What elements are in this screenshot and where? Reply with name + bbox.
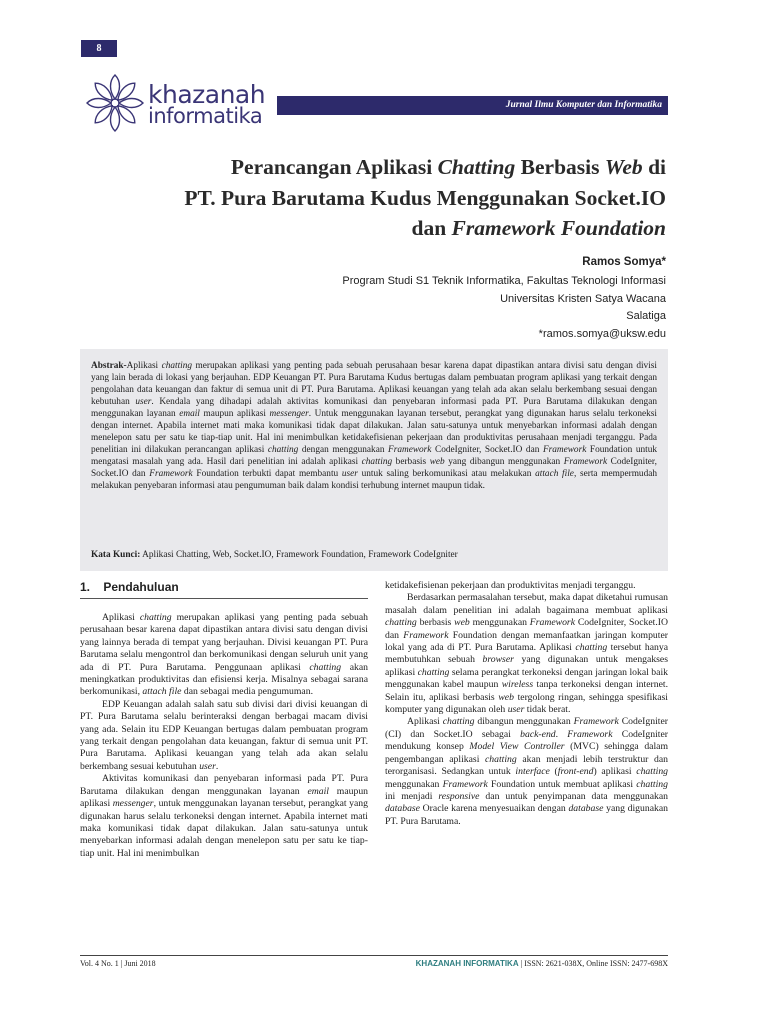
text-run: attach file [142,686,182,698]
text-run: dibangun menggunakan [474,716,574,728]
text-run: database [385,803,420,815]
text-run: yang digunakan PT. Pura Barutama. [385,803,669,827]
text-run: chatting [636,766,669,778]
text-run: selama perangkat terkoneksi dengan jaringan lokal baik menggunakan kabel maupun [385,666,668,691]
text-run: Framework [529,617,575,629]
abstract-run: messenger [269,409,309,420]
text-run: EDP Keuangan adalah salah satu sub divisi dari divisi keuangan di PT. Pura Barutama selalu berinteraksi dengan berbagai macam divisi yang ada. Selain itu EDP Keuangan bertugas dalam pembuatan program yang terkait dengan pengolahan data keuangan, faktur di semua unit PT. Pura Barutama. Aplikasi keuangan yang telah ada akan selalu berkembang sesuai kebutuhan [80,698,368,772]
text-run: , untuk menggunakan layanan tersebut, perangkat yang digunakan harus selalu terkoneksi dengan internet. Apabila internet mati maka komunikasi tidak dapat dilakukan. Jalan satu-satunya untuk menyebarkan informasi adalah dengan menelepon satu per satu ke tiap-tiap unit. Hal ini menimbulkan [80,798,368,859]
section-title: Pendahuluan [103,580,179,594]
text-run: CodeIgniter mendukung konsep [385,728,669,753]
text-run: Foundation dengan memanfaatkan jaringan komputer lokal yang ada di PT. Pura Barutama. Aplikasi [385,629,668,654]
abstract-run: Framework [149,469,193,480]
footer-divider [80,955,668,956]
logo-wordmark-informatika: informatika [148,104,263,128]
abstract-run: , serta mempermudah melakukan penyebaran informasi atau pengumuman baik dalam kondisi terhubung internet maupun tidak. [91,469,657,492]
section-number: 1. [80,580,91,594]
text-run: menggunakan [469,617,530,629]
abstract-run: berbasis [392,457,430,468]
text-run: CodeIgniter (CI) dan Socket.IO sebagai [385,716,668,740]
text-run: Berdasarkan permasalahan tersebut, maka dapat diketahui rumusan masalah dalam penelitian ini adalah bagaimana membuat aplikasi [385,592,668,616]
title-text: PT. Pura Barutama Kudus Menggunakan Socket.IO [184,185,666,210]
paragraph [80,612,368,699]
text-run: tidak berat. [524,704,571,716]
text-run: ( [549,766,558,778]
affiliation-line: Program Studi S1 Teknik Informatika, Fakultas Teknologi Informasi [342,275,666,287]
footer-journal-info [416,959,668,968]
abstract-run: chatting [361,457,393,468]
journal-name-bar: Jurnal Ilmu Komputer dan Informatika [277,96,668,115]
title-text: di [642,155,666,179]
mandala-logo-icon [84,72,146,134]
text-run: Foundation untuk membuat aplikasi [487,778,637,790]
text-run: chatting [442,716,475,728]
text-run: Framework [573,716,619,728]
abstract-run: user [341,469,358,480]
right-column [385,580,668,828]
abstract-run: Aplikasi [126,361,162,371]
journal-logo [84,72,274,134]
text-run: wireless [501,679,534,691]
author-affiliation [246,273,666,343]
text-run: ) aplikasi [593,766,637,778]
abstract-run: . Untuk menggunakan layanan tersebut, perangkat yang digunakan harus selalu terkoneksi dengan internet. Apabila internet mati maka komunikasi tidak dapat dilakukan. Jalan satu-satunya untuk menyebarkan informasi adalah dengan menelepon satu per satu ke tiap-tiap unit. Hal ini menimbulkan ketidakefisienan pekerjaan dan produktivitas perusahaan menjadi terganggu. Pada penelitian ini dilakukan perancangan aplikasi [91,409,657,456]
abstract-run: CodeIgniter, Socket.IO dan [431,445,543,456]
logo-wordmark-khazanah: khazanah [148,80,266,109]
text-run: Framework [442,778,488,790]
keywords-label: Kata Kunci: [91,550,141,560]
paragraph [385,592,668,716]
text-run: Aplikasi [407,716,443,728]
section-heading [80,580,179,594]
text-run: akan menjadi lebih terstruktur dan terorganisasi. Sedangkan untuk [385,753,668,778]
text-run: Aplikasi [102,612,140,623]
abstract-run: Framework [542,445,587,456]
abstract-run: Framework [388,445,432,456]
title-text: Berbasis [515,155,605,179]
text-run: (MVC) sehingga dalam pengembangan aplikasi [385,741,668,765]
title-text: Perancangan Aplikasi [230,155,438,179]
text-run: Framework [403,629,449,641]
footer-brand: KHAZANAH INFORMATIKA [415,959,519,968]
abstract-run: web [429,457,445,468]
title-text: Chatting [437,155,516,179]
text-run: messenger [112,798,154,810]
abstract-run: CodeIgniter, Socket.IO dan [91,457,657,480]
text-run: ini menjadi [385,790,439,802]
paragraph [80,773,368,860]
text-run: Oracle karena menyesuaikan dengan [419,803,569,815]
text-run: database [568,803,604,815]
text-run: Model View Controller [469,741,565,753]
section-divider [80,598,368,599]
text-run: . [555,728,568,740]
abstract-run: . Kendala yang dihadapi adalah aktivitas komunikasi dan penyebaran informasi pada PT. Pura Barutama dilakukan dengan menggunakan layanan [91,397,657,420]
text-run: merupakan aplikasi yang penting pada sebuah perusahaan besar karena dapat dipastikan antara divisi satu dengan divisi yang lainnya berada di tempat yang berjauhan. Divisi keuangan PT. Pura Barutama selalu mengontrol dan berkomunikasi dengan seluruh unit yang ada di PT. Pura Barutama. Penggunaan aplikasi [80,612,369,673]
abstract-run: email [179,409,200,420]
paragraph [80,699,368,773]
text-run: tersebut hanya membutuhkan sebuah [385,642,668,666]
text-run: web [498,691,514,703]
text-run: user [507,704,525,716]
title-text: Web [604,155,643,179]
text-run: chatting [309,661,342,673]
text-run: chatting [385,617,417,629]
text-run: maupun aplikasi [80,785,369,810]
abstract-run: Framework [563,457,608,468]
text-run: CodeIgniter, Socket.IO dan [385,617,668,641]
text-run: tergolong ringan, sehingga spesifikasi komputer yang digunakan oleh [385,691,668,716]
text-run: berbasis [416,617,455,629]
text-run: browser [482,654,514,666]
text-run: Aktivitas komunikasi dan penyebaran informasi pada PT. Pura Barutama dilakukan dengan menggunakan layanan [80,773,368,797]
text-run: akan meningkatkan produktivitas dan efisiensi kerja. Misalnya sebagai sarana berkomunikasi, [80,661,368,698]
title-text: dan [411,216,452,240]
abstract-run: merupakan aplikasi yang penting pada sebuah perusahaan besar karena dapat dipastikan antara divisi satu dengan divisi yang lain berada di lokasi yang berjauhan. EDP Keuangan PT. Pura Barutama Kudus bertugas dalam pembuatan program aplikasi yang terkait dengan pengolahan data keuangan dan faktur di semua unit di PT. Pura Barutama. Aplikasi keuangan yang telah ada akan selalu berkembang sesuai dengan kebutuhan [91,361,657,408]
paper-title [80,152,666,244]
abstract-run: Foundation untuk mengatasi masalah yang ada. Hasil dari penelitian ini adalah aplikasi [91,445,657,468]
text-run: interface [515,766,550,778]
affiliation-line: Salatiga [626,310,666,322]
abstract-label: Abstrak- [91,361,127,371]
paragraph [385,580,668,592]
text-run: ketidakefisienan pekerjaan dan produktivitas menjadi terganggu. [385,580,636,591]
text-run: menggunakan [385,778,443,790]
left-column [80,612,368,860]
text-run: yang digunakan untuk mengakses aplikasi [385,654,668,678]
abstract-run: chatting [267,445,299,456]
abstract-run: untuk saling berkomunikasi atau melakukan [357,469,536,480]
author-name: Ramos Somya* [582,256,666,268]
footer-issn: | ISSN: 2621-038X, Online ISSN: 2477-698X [518,959,668,968]
title-text: Framework Foundation [451,216,666,240]
abstract-run: yang dibangun menggunakan [444,457,564,468]
text-run: dan untuk penyimpanan data menggunakan [479,790,669,802]
keywords [91,549,651,561]
author-email: *ramos.somya@uksw.edu [538,327,666,340]
text-run: Framework [567,728,613,740]
text-run: chatting [636,778,668,790]
page-number-badge: 8 [81,40,117,57]
text-run: web [454,617,470,629]
keywords-list: Aplikasi Chatting, Web, Socket.IO, Framework Foundation, Framework CodeIgniter [140,550,458,560]
text-run: email [307,785,329,797]
abstract-run: dengan menggunakan [298,445,389,456]
abstract-text [91,360,657,493]
text-run: chatting [575,642,608,654]
text-run: . [215,760,219,772]
footer-volume: Vol. 4 No. 1 | Juni 2018 [80,959,156,968]
paragraph [385,716,668,828]
text-run: chatting [139,612,172,623]
text-run: tanpa terkoneksi dengan internet. Selain itu, aplikasi berbasis [385,679,668,703]
abstract-run: Foundation terbukti dapat membantu [192,469,342,480]
abstract-run: chatting [161,361,193,371]
abstract-run: attach file [535,469,574,480]
text-run: chatting [485,753,517,765]
abstract-run: user [135,397,152,408]
affiliation-line: Universitas Kristen Satya Wacana [500,292,666,305]
text-run: front-end [557,766,594,778]
text-run: responsive [438,790,480,802]
text-run: user [199,760,216,772]
text-run: back-end [520,728,556,740]
abstract-box [80,349,668,571]
text-run: dan sebagai media pengumuman. [181,686,313,698]
text-run: chatting [417,666,450,678]
abstract-run: maupun aplikasi [199,409,270,420]
